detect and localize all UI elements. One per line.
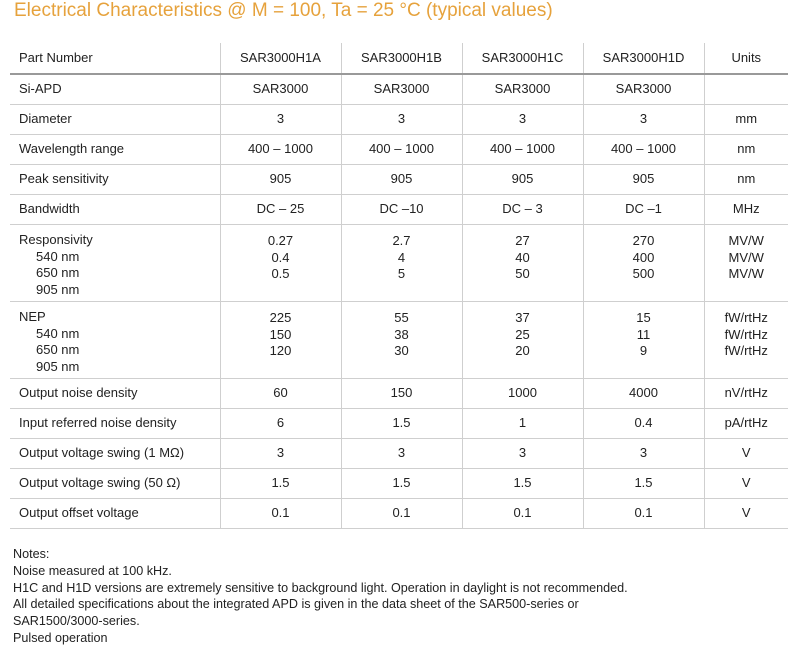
wavelength-sublabel: 905 nm	[36, 358, 80, 374]
cell-value: 905	[462, 165, 583, 195]
cell-unit: MV/W	[728, 233, 764, 248]
cell-unit	[704, 74, 788, 105]
cell-value: 0.5	[271, 266, 290, 281]
column-header: Part Number	[10, 43, 220, 74]
table-row	[10, 165, 788, 195]
table-row	[10, 74, 788, 105]
cell-values	[341, 302, 462, 379]
cell-value: 905	[220, 165, 341, 195]
cell-value: 270	[632, 233, 655, 248]
row-label: Peak sensitivity	[10, 165, 220, 195]
cell-unit: MHz	[704, 195, 788, 225]
nep-row	[10, 302, 788, 379]
cell-values	[583, 225, 704, 302]
row-label: Input referred noise density	[10, 409, 220, 439]
cell-unit: MV/W	[728, 249, 764, 265]
cell-values	[462, 302, 583, 379]
cell-value: 0.4	[583, 409, 704, 439]
cell-value: 38	[394, 326, 409, 342]
cell-value: 6	[220, 409, 341, 439]
cell-unit: fW/rtHz	[724, 326, 768, 342]
page-title: Electrical Characteristics @ M = 100, Ta = 25 °C (typical values)	[14, 0, 553, 21]
row-label: Output noise density	[10, 379, 220, 409]
cell-value: 3	[583, 439, 704, 469]
cell-values	[462, 225, 583, 302]
cell-unit: fW/rtHz	[724, 343, 768, 358]
cell-units	[704, 225, 788, 302]
cell-value: 1.5	[341, 469, 462, 499]
cell-unit: V	[704, 469, 788, 499]
note-line: All detailed specifications about the integrated APD is given in the data sheet of the SAR500-series or	[13, 597, 579, 612]
wavelength-sublabel: 540 nm	[36, 325, 80, 341]
cell-value: 5	[397, 266, 406, 281]
cell-value: 0.1	[341, 499, 462, 529]
row-label: Si-APD	[10, 74, 220, 105]
cell-value: SAR3000	[341, 74, 462, 105]
cell-value: 400 – 1000	[341, 135, 462, 165]
cell-value: 0.1	[583, 499, 704, 529]
cell-value: 25	[515, 326, 530, 342]
cell-value: 30	[394, 343, 409, 358]
wavelength-sublabel: 650 nm	[36, 342, 80, 357]
cell-unit: V	[704, 499, 788, 529]
cell-value: 55	[394, 310, 409, 325]
cell-value: 4000	[583, 379, 704, 409]
cell-value: 150	[269, 326, 292, 342]
notes-heading: Notes:	[13, 547, 50, 561]
cell-value: SAR3000	[583, 74, 704, 105]
table-row	[10, 135, 788, 165]
table-row	[10, 439, 788, 469]
cell-value: 1.5	[220, 469, 341, 499]
cell-value: SAR3000	[220, 74, 341, 105]
cell-value: 2.7	[392, 233, 411, 248]
cell-unit: V	[704, 439, 788, 469]
group-label: NEP	[19, 309, 46, 324]
cell-value: 3	[341, 439, 462, 469]
row-label: Output voltage swing (50 Ω)	[10, 469, 220, 499]
row-label	[10, 225, 220, 302]
cell-unit: nV/rtHz	[704, 379, 788, 409]
table-row	[10, 105, 788, 135]
table-row	[10, 379, 788, 409]
cell-value: 60	[220, 379, 341, 409]
table-row	[10, 409, 788, 439]
cell-value: 20	[515, 343, 530, 358]
cell-value: 0.27	[267, 233, 294, 248]
table-row	[10, 499, 788, 529]
row-label: Output offset voltage	[10, 499, 220, 529]
cell-unit: fW/rtHz	[724, 310, 768, 325]
cell-value: 225	[269, 310, 292, 325]
column-header: SAR3000H1D	[583, 43, 704, 74]
specifications-table	[10, 43, 788, 529]
cell-unit: nm	[704, 165, 788, 195]
cell-value: 9	[639, 343, 648, 358]
cell-value: 1.5	[341, 409, 462, 439]
cell-value: SAR3000	[462, 74, 583, 105]
cell-unit: mm	[704, 105, 788, 135]
cell-value: 400 – 1000	[462, 135, 583, 165]
cell-value: 1.5	[583, 469, 704, 499]
cell-value: 3	[583, 105, 704, 135]
cell-value: 27	[515, 233, 530, 248]
cell-value: 11	[636, 326, 651, 342]
row-label: Output voltage swing (1 MΩ)	[10, 439, 220, 469]
cell-value: 0.4	[271, 249, 290, 265]
note-line: SAR1500/3000-series.	[13, 614, 140, 629]
cell-value: 4	[397, 249, 406, 265]
cell-value: 400 – 1000	[220, 135, 341, 165]
cell-unit: pA/rtHz	[704, 409, 788, 439]
cell-value: 150	[341, 379, 462, 409]
cell-value: 905	[583, 165, 704, 195]
note-line: Pulsed operation	[13, 630, 108, 645]
responsivity-row	[10, 225, 788, 302]
cell-value: 40	[515, 249, 530, 265]
row-label: Bandwidth	[10, 195, 220, 225]
cell-value: 50	[515, 266, 530, 281]
cell-values	[220, 225, 341, 302]
notes-section	[13, 546, 628, 647]
cell-values	[220, 302, 341, 379]
cell-unit: nm	[704, 135, 788, 165]
row-label	[10, 302, 220, 379]
cell-units	[704, 302, 788, 379]
column-header: SAR3000H1B	[341, 43, 462, 74]
cell-value: DC – 25	[220, 195, 341, 225]
cell-value: 3	[341, 105, 462, 135]
table-row	[10, 469, 788, 499]
cell-value: 3	[462, 439, 583, 469]
wavelength-sublabel: 650 nm	[36, 265, 80, 280]
cell-value: 400	[632, 249, 655, 265]
cell-value: 400 – 1000	[583, 135, 704, 165]
column-header: SAR3000H1A	[220, 43, 341, 74]
cell-value: DC –1	[583, 195, 704, 225]
cell-value: 1000	[462, 379, 583, 409]
table-row	[10, 195, 788, 225]
row-label: Wavelength range	[10, 135, 220, 165]
cell-value: 0.1	[220, 499, 341, 529]
note-line: Noise measured at 100 kHz.	[13, 563, 172, 578]
column-header: SAR3000H1C	[462, 43, 583, 74]
cell-value: DC –10	[341, 195, 462, 225]
cell-value: 120	[269, 343, 292, 358]
column-header: Units	[704, 43, 788, 74]
cell-value: 905	[341, 165, 462, 195]
cell-values	[341, 225, 462, 302]
cell-value: 1	[462, 409, 583, 439]
cell-value: 3	[220, 105, 341, 135]
cell-unit: MV/W	[728, 266, 764, 281]
note-line: H1C and H1D versions are extremely sensitive to background light. Operation in daylight is not recommended.	[13, 580, 628, 595]
cell-value: 500	[632, 266, 655, 281]
cell-value: 3	[462, 105, 583, 135]
cell-values	[583, 302, 704, 379]
wavelength-sublabel: 905 nm	[36, 281, 80, 297]
row-label: Diameter	[10, 105, 220, 135]
wavelength-sublabel: 540 nm	[36, 248, 80, 264]
cell-value: 3	[220, 439, 341, 469]
cell-value: 15	[636, 310, 651, 325]
cell-value: 0.1	[462, 499, 583, 529]
table-header-row	[10, 43, 788, 74]
cell-value: 1.5	[462, 469, 583, 499]
group-label: Responsivity	[19, 232, 93, 247]
cell-value: 37	[515, 310, 530, 325]
cell-value: DC – 3	[462, 195, 583, 225]
